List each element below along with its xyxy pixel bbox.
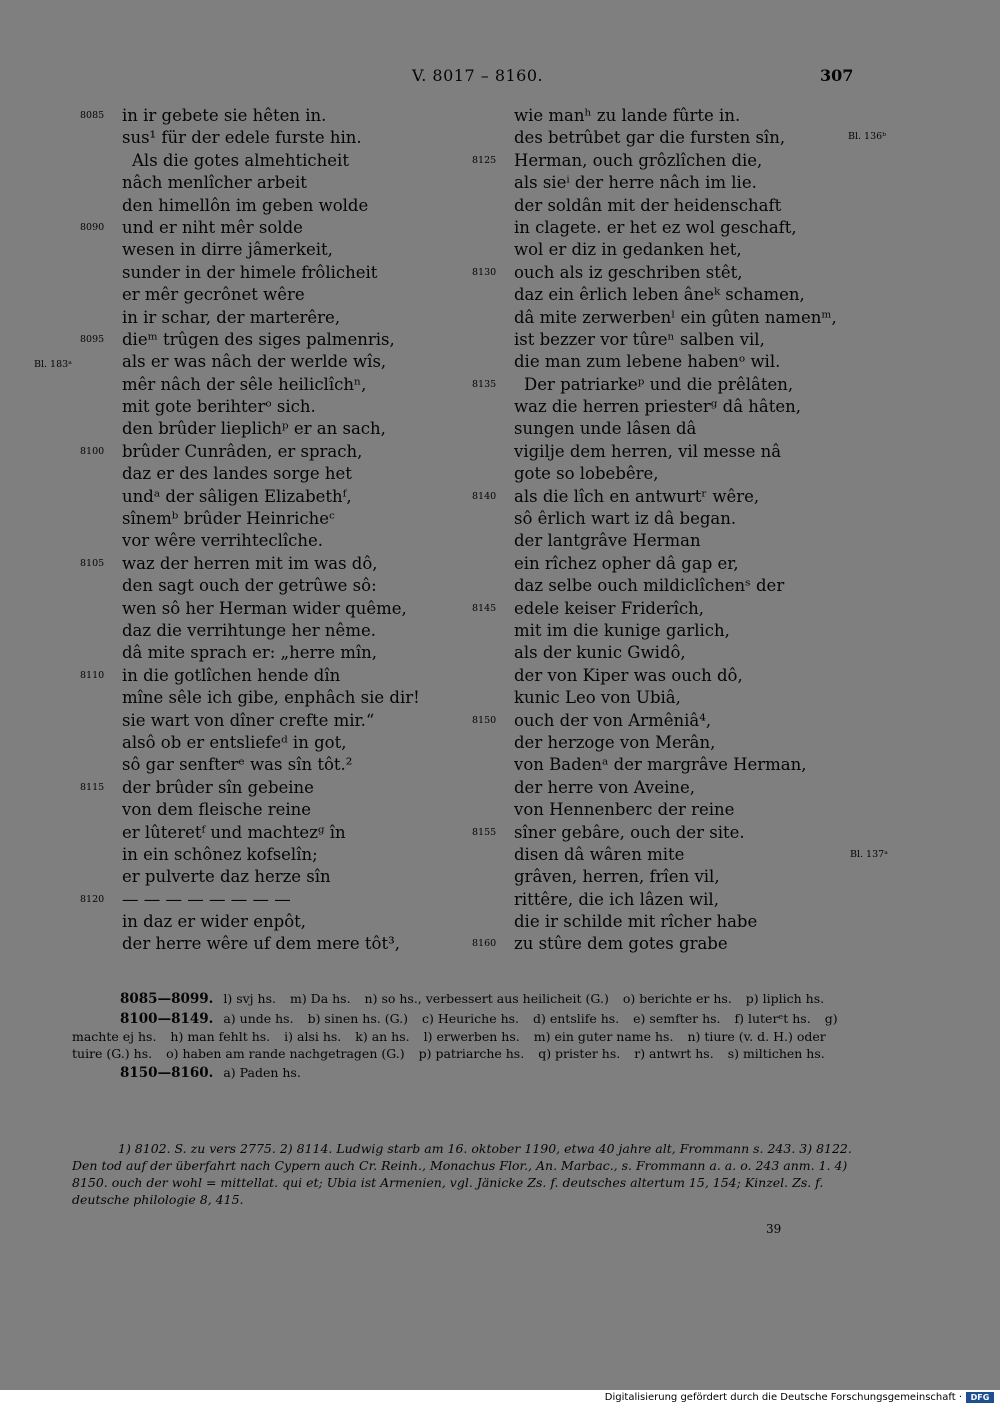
- verse-text: mîne sêle ich gibe, enphâch sie dir!: [122, 688, 420, 708]
- apparatus-entry: b) sinen hs. (G.): [307, 1011, 408, 1026]
- critical-apparatus: [72, 990, 852, 1084]
- verse-column-left: [80, 105, 440, 956]
- verse-text: und er niht mêr solde: [122, 217, 303, 237]
- verse-number: 8105: [80, 557, 105, 569]
- running-header: V. 8017 – 8160.: [412, 66, 544, 85]
- verse-number: 8135: [472, 378, 497, 390]
- verse-text: der herzoge von Merân,: [514, 732, 716, 752]
- verse-line: [472, 620, 832, 642]
- verse-number: 8150: [472, 714, 497, 726]
- verse-text: der brûder sîn gebeine: [122, 777, 314, 797]
- verse-text: nâch menlîcher arbeit: [122, 173, 307, 193]
- verse-text: wie manʰ zu lande fûrte in.: [514, 106, 741, 125]
- verse-text: in ir gebete sie hêten in.: [122, 106, 327, 125]
- verse-line: [80, 844, 440, 866]
- verse-line: [80, 262, 440, 284]
- verse-number: 8120: [80, 893, 105, 905]
- verse-line: [472, 732, 832, 754]
- verse-line: [472, 642, 832, 664]
- verse-text: dâ mite sprach er: „herre mîn,: [122, 643, 378, 663]
- verse-text: zu stûre dem gotes grabe: [514, 934, 728, 954]
- apparatus-entry: i) alsi hs.: [284, 1029, 342, 1044]
- page-number: 307: [820, 66, 854, 85]
- verse-line: [472, 329, 832, 351]
- apparatus-entry: l) erwerben hs.: [423, 1029, 520, 1044]
- verse-text: sus¹ für der edele furste hin.: [122, 128, 362, 148]
- verse-line: [472, 822, 832, 844]
- verse-line: [472, 598, 832, 620]
- verse-line: [472, 777, 832, 799]
- verse-text: als die lîch en antwurtʳ wêre,: [514, 486, 760, 506]
- apparatus-entry: e) semfter hs.: [633, 1011, 721, 1026]
- apparatus-range: 8100—8149.: [120, 1011, 214, 1027]
- verse-line: [472, 105, 832, 127]
- apparatus-entry: r) antwrt hs.: [634, 1046, 714, 1061]
- verse-text: sô gar senfterᵉ was sîn tôt.²: [122, 755, 353, 775]
- verse-text: sô êrlich wart iz dâ began.: [514, 509, 737, 529]
- verse-text: er mêr gecrônet wêre: [122, 285, 305, 305]
- verse-line: [472, 710, 832, 732]
- verse-line: [80, 239, 440, 261]
- apparatus-group: [72, 1010, 852, 1062]
- verse-line: [80, 933, 440, 955]
- verse-line: [472, 418, 832, 440]
- verse-text: ist bezzer vor tûreⁿ salben vil,: [514, 329, 765, 349]
- verse-line: [472, 889, 832, 911]
- verse-text: wesen in dirre jâmerkeit,: [122, 240, 333, 260]
- footnotes: 1) 8102. S. zu vers 2775. 2) 8114. Ludwig starb am 16. oktober 1190, etwa 40 jahre alt, Frommann s. 243. 3) 8122. Den tod auf der überfahrt nach Cypern auch Cr. Reinh., Monachus Flor., An. Marbac., s. Frommann a. a. o. 243 anm. 1. 4) 8150. ouch der wohl = mittellat. qui et; Ubia ist Armenien, vgl. Jänicke Zs. f. deutsches altertum 15, 154; Kinzel. Zs. f. deutsche philologie 8, 415.: [72, 1141, 852, 1207]
- verse-line: [80, 329, 440, 351]
- verse-line: [80, 553, 440, 575]
- verse-text: er lûteretᶠ und machtezᵍ în: [122, 822, 346, 842]
- verse-text: — — — — — — — —: [122, 889, 291, 909]
- verse-line: [80, 911, 440, 933]
- verse-line: [472, 508, 832, 530]
- verse-text: ein rîchez opher dâ gap er,: [514, 553, 739, 573]
- verse-line: [80, 217, 440, 239]
- verse-line: [80, 620, 440, 642]
- verse-text: sungen unde lâsen dâ: [514, 419, 697, 439]
- verse-text: dieᵐ trûgen des siges palmenris,: [122, 329, 395, 349]
- verse-text: daz die verrihtunge her nême.: [122, 620, 376, 640]
- verse-text: undᵃ der sâligen Elizabethᶠ,: [122, 486, 352, 506]
- verse-text: dâ mite zerwerbenˡ ein gûten namenᵐ,: [514, 307, 837, 327]
- verse-line: [472, 195, 832, 217]
- verse-line: [472, 374, 832, 396]
- verse-text: als der kunic Gwidô,: [514, 643, 686, 663]
- verse-line: [80, 284, 440, 306]
- verse-line: [472, 866, 832, 888]
- verse-line: [472, 150, 832, 172]
- verse-line: [472, 799, 832, 821]
- verse-text: von Hennenberc der reine: [514, 800, 735, 820]
- apparatus-entry: n) so hs., verbessert aus heilicheit (G.): [364, 991, 609, 1006]
- verse-number: 8115: [80, 781, 105, 793]
- verse-text: die man zum lebene habenᵒ wil.: [514, 352, 781, 372]
- verse-text: des betrûbet gar die fursten sîn,: [514, 128, 786, 148]
- verse-text: sîner gebâre, ouch der site.: [514, 822, 745, 842]
- verse-text: der von Kiper was ouch dô,: [514, 665, 743, 685]
- verse-line: [80, 642, 440, 664]
- verse-line: [472, 463, 832, 485]
- verse-line: [472, 754, 832, 776]
- verse-text: waz der herren mit im was dô,: [122, 553, 378, 573]
- margin-folio-note: Bl. 183ᵃ: [34, 359, 72, 370]
- apparatus-entry: o) berichte er hs.: [622, 991, 732, 1006]
- apparatus-entry: l) svj hs.: [223, 991, 276, 1006]
- verse-text: mêr nâch der sêle heiliclîchⁿ,: [122, 374, 367, 394]
- verse-line: [80, 127, 440, 149]
- apparatus-entry: m) ein guter name hs.: [533, 1029, 674, 1044]
- verse-text: sînemᵇ brûder Heinricheᶜ: [122, 509, 335, 529]
- verse-line: [80, 307, 440, 329]
- verse-text: daz ein êrlich leben âneᵏ schamen,: [514, 285, 805, 305]
- verse-line: [80, 889, 440, 911]
- verse-text: mit im die kunige garlich,: [514, 620, 730, 640]
- apparatus-entry: k) an hs.: [355, 1029, 410, 1044]
- apparatus-range: 8085—8099.: [120, 991, 214, 1007]
- verse-line: [80, 822, 440, 844]
- verse-line: [472, 553, 832, 575]
- verse-line: [472, 351, 832, 373]
- apparatus-entry: p) patriarche hs.: [418, 1046, 525, 1061]
- verse-text: in clagete. er het ez wol geschaft,: [514, 217, 797, 237]
- verse-line: [472, 307, 837, 329]
- verse-text: in die gotlîchen hende dîn: [122, 665, 341, 685]
- verse-text: als er was nâch der werlde wîs,: [122, 352, 387, 372]
- verse-line: [80, 441, 440, 463]
- verse-line: [80, 463, 440, 485]
- verse-text: gote so lobebêre,: [514, 464, 659, 484]
- apparatus-entry: m) Da hs.: [289, 991, 351, 1006]
- verse-text: den himellôn im geben wolde: [122, 195, 369, 215]
- apparatus-group: [72, 990, 852, 1008]
- verse-line: [80, 150, 440, 172]
- verse-text: der soldân mit der heidenschaft: [514, 195, 782, 215]
- verse-line: [80, 575, 440, 597]
- verse-text: daz er des landes sorge het: [122, 464, 352, 484]
- verse-text: Der patriarkeᵖ und die prêlâten,: [524, 374, 794, 394]
- verse-line: [472, 933, 832, 955]
- verse-number: 8090: [80, 221, 105, 233]
- apparatus-entry: p) liplich hs.: [745, 991, 825, 1006]
- verse-text: als sieⁱ der herre nâch im lie.: [514, 173, 757, 193]
- verse-line: [472, 665, 832, 687]
- dfg-notice: Digitalisierung gefördert durch die Deutsche Forschungsgemeinschaft ·: [604, 1392, 962, 1403]
- verse-number: 8095: [80, 333, 105, 345]
- verse-text: in daz er wider enpôt,: [122, 912, 307, 932]
- verse-text: kunic Leo von Ubiâ,: [514, 688, 681, 708]
- verse-line: [472, 441, 832, 463]
- verse-line: [472, 217, 832, 239]
- verse-line: [80, 530, 440, 552]
- verse-line: [472, 262, 832, 284]
- verse-text: den sagt ouch der getrûwe sô:: [122, 576, 377, 596]
- verse-text: von dem fleische reine: [122, 800, 312, 820]
- apparatus-entry: d) entslife hs.: [533, 1011, 620, 1026]
- verse-text: mit gote berihterᵒ sich.: [122, 397, 316, 417]
- apparatus-entry: f) luterᵉt hs.: [734, 1011, 811, 1026]
- apparatus-entry: q) prister hs.: [538, 1046, 621, 1061]
- verse-line: [472, 844, 832, 866]
- dfg-funding-bar: [0, 1390, 1000, 1405]
- apparatus-group: [72, 1064, 852, 1082]
- verse-text: Herman, ouch grôzlîchen die,: [514, 150, 763, 170]
- verse-text: ouch als iz geschriben stêt,: [514, 262, 743, 282]
- verse-text: sunder in der himele frôlicheit: [122, 262, 378, 282]
- margin-folio-note: Bl. 136ᵇ: [848, 131, 886, 142]
- apparatus-entry: g) machte ej hs.: [72, 1011, 838, 1044]
- signature-mark: 39: [766, 1222, 782, 1236]
- verse-line: [472, 911, 832, 933]
- verse-line: [80, 508, 440, 530]
- verse-number: 8145: [472, 602, 497, 614]
- verse-text: rittêre, die ich lâzen wil,: [514, 889, 719, 909]
- verse-line: [80, 754, 440, 776]
- verse-column-right: [472, 105, 837, 956]
- verse-number: 8125: [472, 154, 497, 166]
- verse-text: von Badenᵃ der margrâve Herman,: [514, 755, 807, 775]
- verse-text: edele keiser Friderîch,: [514, 598, 704, 618]
- apparatus-entry: h) man fehlt hs.: [170, 1029, 271, 1044]
- verse-text: daz selbe ouch mildiclîchenˢ der: [514, 576, 785, 596]
- apparatus-range: 8150—8160.: [120, 1065, 214, 1081]
- margin-folio-note: Bl. 137ᵃ: [850, 849, 888, 860]
- verse-number: 8140: [472, 490, 497, 502]
- verse-text: der lantgrâve Herman: [514, 531, 701, 551]
- verse-text: der herre von Aveine,: [514, 777, 696, 797]
- verse-text: brûder Cunrâden, er sprach,: [122, 441, 363, 461]
- verse-line: [80, 665, 440, 687]
- apparatus-entry: s) miltichen hs.: [727, 1046, 825, 1061]
- verse-line: [80, 732, 440, 754]
- apparatus-entry: a) Paden hs.: [223, 1065, 301, 1080]
- verse-line: [80, 172, 440, 194]
- verse-line: [472, 687, 832, 709]
- verse-line: [472, 575, 832, 597]
- verse-line: [80, 351, 440, 373]
- verse-text: vigilje dem herren, vil messe nâ: [514, 441, 782, 461]
- verse-text: den brûder lieplichᵖ er an sach,: [122, 419, 386, 439]
- verse-text: waz die herren priesterᵍ dâ hâten,: [514, 397, 802, 417]
- verse-line: [80, 396, 440, 418]
- apparatus-entry: c) Heuriche hs.: [421, 1011, 520, 1026]
- verse-text: ouch der von Armêniâ⁴,: [514, 710, 712, 730]
- verse-line: [472, 530, 832, 552]
- apparatus-entry: a) unde hs.: [223, 1011, 294, 1026]
- verse-number: 8155: [472, 826, 497, 838]
- verse-line: [80, 866, 440, 888]
- verse-line: [80, 687, 440, 709]
- verse-line: [80, 418, 440, 440]
- verse-text: er pulverte daz herze sîn: [122, 867, 331, 887]
- verse-line: [472, 239, 832, 261]
- verse-line: [80, 486, 440, 508]
- verse-line: [80, 598, 440, 620]
- verse-number: 8130: [472, 266, 497, 278]
- verse-text: in ir schar, der marterêre,: [122, 307, 341, 327]
- verse-line: [80, 105, 440, 127]
- verse-text: grâven, herren, frîen vil,: [514, 867, 720, 887]
- verse-line: [80, 195, 440, 217]
- verse-line: [472, 127, 832, 149]
- verse-line: [80, 374, 440, 396]
- verse-line: [472, 172, 832, 194]
- verse-text: der herre wêre uf dem mere tôt³,: [122, 934, 400, 954]
- apparatus-entry: n) tiure (v. d. H.) oder tuire (G.) hs.: [72, 1029, 826, 1061]
- verse-text: die ir schilde mit rîcher habe: [514, 912, 758, 932]
- verse-text: vor wêre verrihteclîche.: [122, 531, 324, 551]
- verse-line: [80, 799, 440, 821]
- verse-line: [472, 396, 832, 418]
- verse-line: [472, 284, 832, 306]
- verse-number: 8085: [80, 110, 105, 121]
- verse-text: Als die gotes almehticheit: [132, 150, 349, 170]
- verse-number: 8160: [472, 938, 497, 950]
- dfg-logo: DFG: [966, 1392, 994, 1403]
- verse-text: wen sô her Herman wider quême,: [122, 598, 407, 618]
- verse-line: [80, 777, 440, 799]
- verse-text: sie wart von dîner crefte mir.“: [122, 710, 375, 730]
- verse-text: alsô ob er entsliefeᵈ in got,: [122, 732, 347, 752]
- verse-text: disen dâ wâren mite: [514, 844, 685, 864]
- verse-line: [80, 710, 440, 732]
- apparatus-entry: o) haben am rande nachgetragen (G.): [166, 1046, 405, 1061]
- verse-text: wol er diz in gedanken het,: [514, 240, 742, 260]
- verse-number: 8100: [80, 445, 105, 457]
- verse-line: [472, 486, 832, 508]
- verse-number: 8110: [80, 669, 105, 681]
- verse-text: in ein schônez kofselîn;: [122, 844, 318, 864]
